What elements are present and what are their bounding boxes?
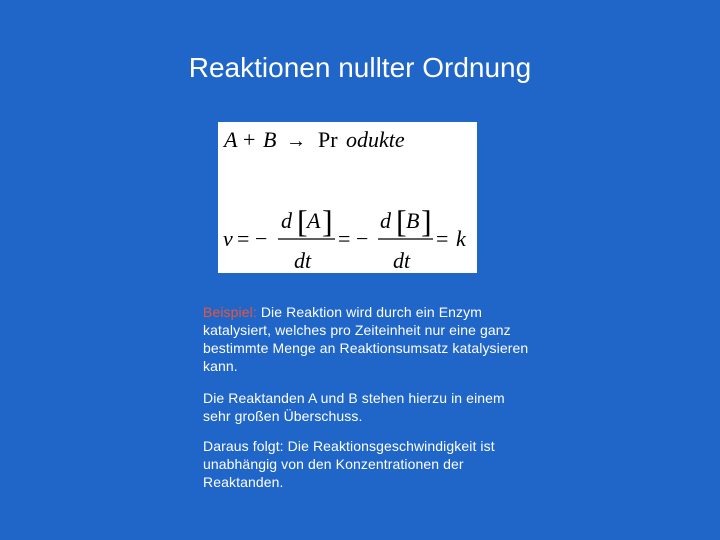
paragraph-conclusion: Daraus folgt: Die Reaktionsgeschwindigkeit ist unabhängig von den Konzentrationen der Reaktanden. [203, 438, 495, 490]
formula-bracket-close-1: ] [322, 203, 333, 239]
formula-dt-2: dt [393, 248, 411, 273]
formula-minus-2: − [356, 226, 369, 251]
formula-dt-1: dt [294, 248, 312, 273]
formula-bracket-close-2: ] [421, 203, 432, 239]
formula-k: k [456, 226, 466, 251]
formula-svg [218, 122, 477, 273]
formula-d-2: d [380, 208, 391, 233]
formula-arrow: → [286, 130, 306, 152]
formula-d-1: d [281, 208, 292, 233]
formula-equals-2: = [338, 226, 351, 251]
example-label: Beispiel: [203, 304, 257, 320]
paragraph-reactants: Die Reaktanden A und B stehen hierzu in einem sehr großen Überschuss. [203, 390, 505, 424]
formula-conc-a: A [307, 208, 321, 233]
formula-reactant-a: A [224, 127, 238, 152]
formula-odukte: odukte [346, 127, 405, 152]
formula-pr: Pr [318, 127, 338, 152]
example-text: Die Reaktion wird durch ein Enzym katalysiert, welches pro Zeiteinheit nur eine ganz bestimmte Menge an Reaktionsumsatz katalysieren kann. [203, 304, 529, 374]
formula-image [218, 122, 477, 273]
formula-reactant-b: B [263, 127, 277, 152]
formula-conc-b: B [406, 208, 420, 233]
formula-equals-3: = [436, 226, 449, 251]
formula-plus: + [243, 127, 256, 152]
paragraph-example [203, 303, 533, 375]
formula-equals-1: = [237, 226, 250, 251]
formula-bracket-open-1: [ [297, 203, 308, 239]
formula-minus-1: − [255, 226, 268, 251]
formula-v: v [223, 226, 233, 251]
slide-title: Reaktionen nullter Ordnung [188, 52, 532, 83]
formula-bracket-open-2: [ [396, 203, 407, 239]
